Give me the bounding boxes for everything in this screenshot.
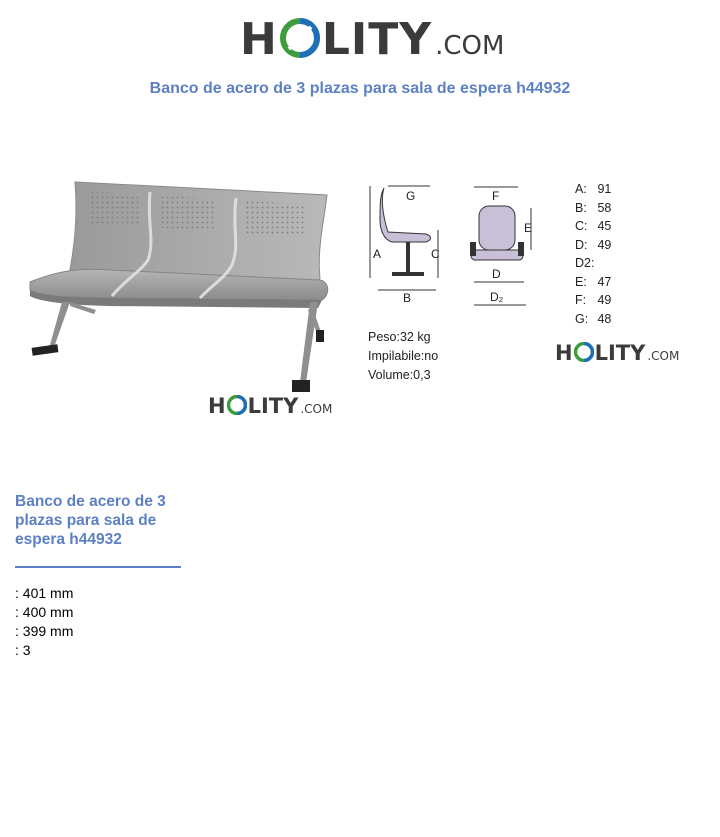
label-e: E	[524, 221, 533, 235]
logo-domain: .COM	[300, 402, 333, 416]
card-title-underline	[15, 566, 181, 568]
logo-o-icon	[574, 342, 594, 362]
holity-logo[interactable]	[240, 14, 504, 65]
label-a: A	[373, 247, 382, 261]
label-b: B	[403, 291, 412, 305]
measurement-item: : 401 mm	[15, 585, 74, 601]
measurement-item: : 400 mm	[15, 604, 74, 620]
spec-stackable: Impilabile:no	[368, 349, 439, 363]
logo-letters-lity: LITY	[594, 341, 646, 365]
logo-letters-lity: LITY	[247, 394, 299, 418]
product-card-title[interactable]: Banco de acero de 3 plazas para sala de espera h44932	[15, 493, 166, 548]
logo-o-icon	[227, 395, 247, 415]
logo-domain: .COM	[647, 349, 680, 363]
dimension-row: D2:	[575, 256, 595, 270]
dimension-row: F: 49	[575, 293, 612, 307]
dimension-row: C: 45	[575, 219, 612, 233]
logo-letter-h: H	[240, 14, 278, 65]
label-f: F	[492, 189, 500, 203]
measurement-list	[15, 584, 73, 660]
holity-logo-watermark	[208, 393, 332, 418]
page-title: Banco de acero de 3 plazas para sala de espera h44932	[149, 80, 571, 97]
dimension-row: E: 47	[575, 274, 612, 289]
logo-letter-h: H	[208, 394, 226, 418]
logo-o-icon	[280, 18, 320, 58]
measurement-item: : 3	[15, 642, 31, 658]
dimension-row: D: 49	[575, 237, 612, 252]
logo-domain: .COM	[435, 31, 505, 61]
logo-letter-h: H	[555, 341, 573, 365]
dimension-schematic	[366, 180, 556, 310]
label-g: G	[406, 189, 416, 203]
label-d: D	[492, 267, 501, 281]
label-d2: D₂	[490, 290, 504, 304]
dimension-row: A: 91	[575, 182, 612, 196]
dimension-row: B: 58	[575, 200, 612, 215]
holity-logo-diagram	[555, 340, 679, 365]
spec-weight: Peso:32 kg	[368, 330, 431, 344]
logo-letters-lity: LITY	[321, 14, 433, 65]
spec-list	[368, 328, 438, 385]
dimension-list	[575, 180, 611, 328]
measurement-item: : 399 mm	[15, 623, 74, 639]
dimension-row: G: 48	[575, 311, 612, 326]
label-c: C	[431, 247, 440, 261]
spec-volume: Volume:0,3	[368, 368, 431, 382]
